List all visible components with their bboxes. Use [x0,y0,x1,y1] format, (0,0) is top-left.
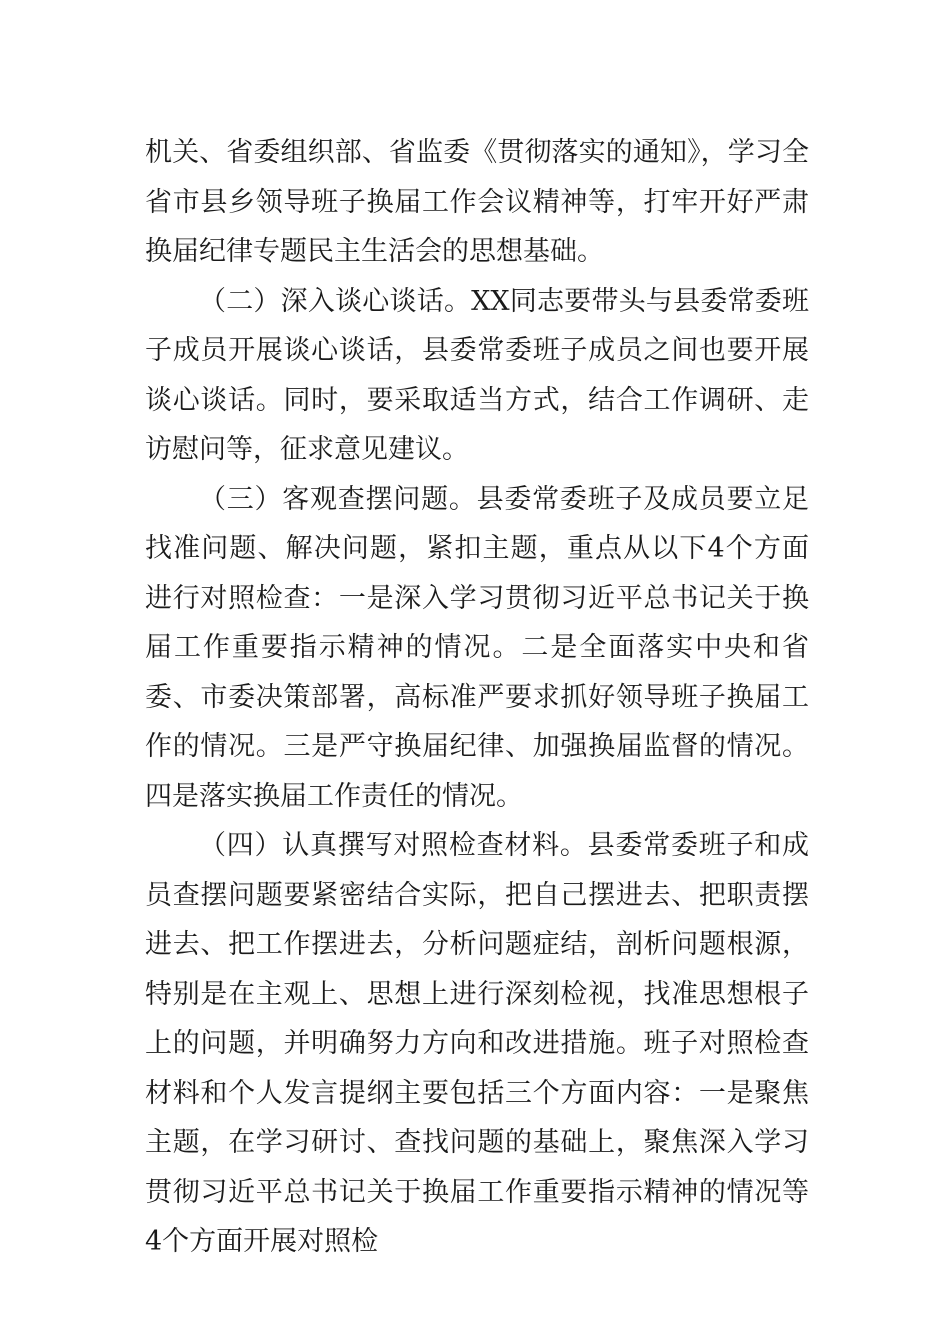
document-body [145,128,809,1267]
paragraph-continuation: 机关、省委组织部、省监委《贯彻落实的通知》，学习全省市县乡领导班子换届工作会议精神等，打牢开好严肃换届纪律专题民主生活会的思想基础。 [145,137,809,267]
paragraph-section-4: （四）认真撰写对照检查材料。县委常委班子和成员查摆问题要紧密结合实际，把自己摆进去、把职责摆进去、把工作摆进去，分析问题症结，剖析问题根源，特别是在主观上、思想上进行深刻检视，找准思想根子上的问题，并明确努力方向和改进措施。班子对照检查材料和个人发言提纲主要包括三个方面内容：一是聚焦主题，在学习研讨、查找问题的基础上，聚焦深入学习贯彻习近平总书记关于换届工作重要指示精神的情况等4个方面开展对照检 [145,830,809,1257]
paragraph-section-2: （二）深入谈心谈话。XX同志要带头与县委常委班子成员开展谈心谈话，县委常委班子成员之间也要开展谈心谈话。同时，要采取适当方式，结合工作调研、走访慰问等，征求意见建议。 [145,285,809,465]
paragraph-section-3: （三）客观查摆问题。县委常委班子及成员要立足找准问题、解决问题，紧扣主题，重点从以下4个方面进行对照检查：一是深入学习贯彻习近平总书记关于换届工作重要指示精神的情况。二是全面落实中央和省委、市委决策部署，高标准严要求抓好领导班子换届工作的情况。三是严守换届纪律、加强换届监督的情况。四是落实换届工作责任的情况。 [145,483,809,812]
